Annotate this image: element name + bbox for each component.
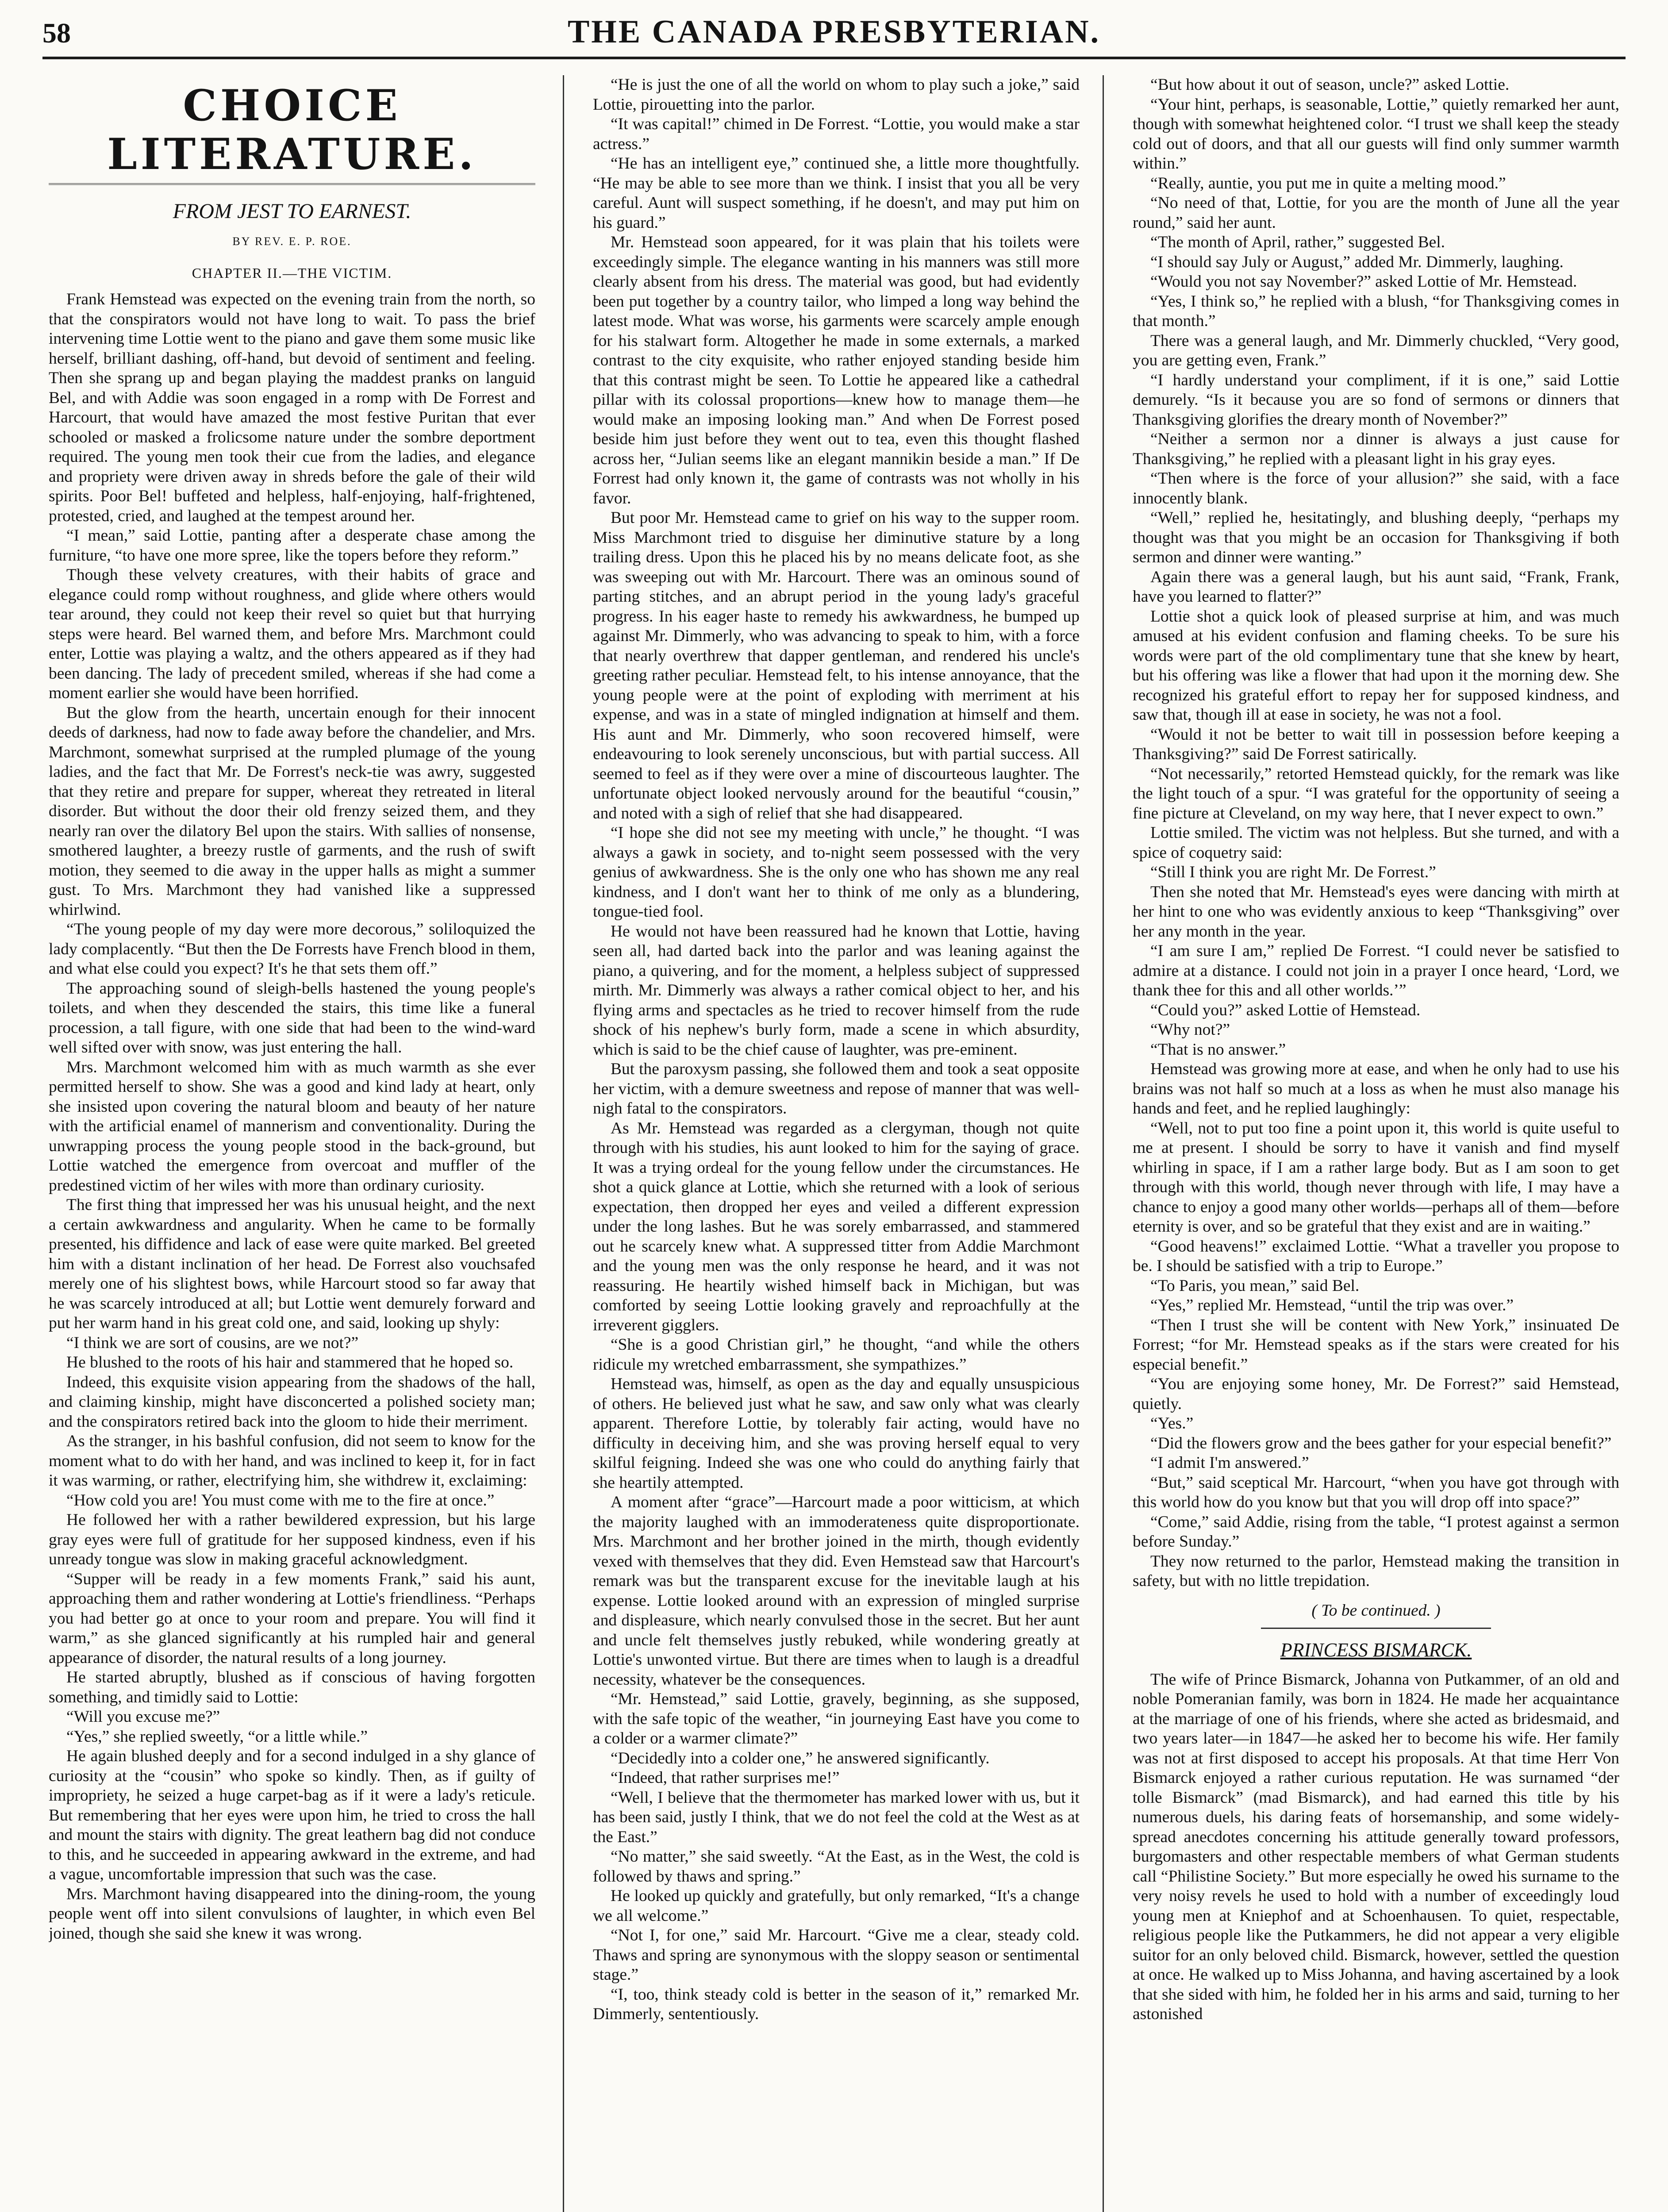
- column-1: [49, 75, 535, 2212]
- paragraph: “The young people of my day were more decorous,” soliloquized the lady complacently. “But then the De Forrests have French blood in them, and what else could you expect? It's he that sets them off.”: [49, 920, 535, 978]
- paragraph: “I admit I'm answered.”: [1150, 1454, 1309, 1472]
- paragraph: Then she noted that Mr. Hemstead's eyes were dancing with mirth at her hint to one who was evidently anxious to keep “Thanksgiving” over her any month in the year.: [1133, 883, 1619, 941]
- column-3: [1133, 75, 1619, 2212]
- paragraph: “Then where is the force of your allusion?” she said, with a face innocently blank.: [1133, 469, 1619, 507]
- paragraph: “But how about it out of season, uncle?” asked Lottie.: [1150, 76, 1510, 94]
- paragraph: Hemstead was, himself, as open as the day and equally unsuspicious of others. He believed just what he saw, and saw only what was clearly apparent. Therefore Lottie, by tolerably fair acting, would have no difficulty in deceiving him, and she was proving herself equal to very skilful feigning. Indeed she was one who could do anything fairly that she heartily attempted.: [593, 1375, 1080, 1492]
- story-title: PRINCESS BISMARCK.: [1280, 1639, 1472, 1661]
- paragraph: “Mr. Hemstead,” said Lottie, gravely, beginning, as she supposed, with the safe topic of the weather, “in journeying East have you come to a colder or a warmer climate?”: [593, 1690, 1080, 1747]
- column-divider: [1103, 75, 1104, 2212]
- paragraph: “You are enjoying some honey, Mr. De Forrest?” said Hemstead, quietly.: [1133, 1375, 1619, 1413]
- paragraph: He blushed to the roots of his hair and stammered that he hoped so.: [66, 1353, 514, 1371]
- paragraph: “Would you not say November?” asked Lottie of Mr. Hemstead.: [1150, 273, 1577, 291]
- column-divider: [563, 75, 564, 2212]
- paragraph: “She is a good Christian girl,” he thought, “and while the others ridicule my wretched embarrassment, she sympathizes.”: [593, 1336, 1080, 1374]
- paragraph: Lottie shot a quick look of pleased surprise at him, and was much amused at his evident confusion and flaming cheeks. To be sure his words were part of the old complimentary tune that she knew by heart, but his offering was like a flower that had upon it the morning dew. She recognized his grateful effort to repay her for supposed kindness, and saw that, though ill at ease in society, he was not a fool.: [1133, 607, 1619, 724]
- paragraph: “Well,” replied he, hesitatingly, and blushing deeply, “perhaps my thought was that you might be an occasion for Thanksgiving if both sermon and dinner were wanting.”: [1133, 509, 1619, 566]
- paragraph: “Would it not be better to wait till in possession before keeping a Thanksgiving?” said De Forrest satirically.: [1133, 725, 1619, 763]
- paragraph: “Will you excuse me?”: [66, 1708, 220, 1726]
- paragraph: Mr. Hemstead soon appeared, for it was plain that his toilets were exceedingly simple. The elegance wanting in his manners was still more clearly absent from his dress. The material was good, but had evidently been put together by a country tailor, who limped a long way behind the latest mode. What was worse, his garments were scarcely ample enough for his stalwart form. Altogether he made in some externals, a marked contrast to the city exquisite, who rather enjoyed standing beside him that this contrast might be seen. To Lottie he appeared like a cathedral pillar with its colossal proportions—knew how to manage them—he would make an imposing looking man.” And when De Forrest posed beside him just before they went out to tea, even this thought flashed across her, “Julian seems like an elegant mannikin beside a man.” If De Forrest had only known it, the game of contrasts was not wholly in his favor.: [593, 233, 1080, 507]
- paragraph: “Supper will be ready in a few moments Frank,” said his aunt, approaching them and rather wondering at Lottie's friendliness. “Perhaps you had better go at once to your room and prepare. You will find it warm,” as she glanced significantly at his rumpled hair and general appearance of disorder, the natural results of a long journey.: [49, 1570, 535, 1667]
- section-heading: CHOICE LITERATURE.: [49, 81, 535, 185]
- paragraph: He followed her with a rather bewildered expression, but his large gray eyes were full of gratitude for her supposed kindness, even if his unready tongue was slow in making graceful acknowledgment.: [49, 1511, 535, 1568]
- paragraph: But the paroxysm passing, she followed them and took a seat opposite her victim, with a demure sweetness and repose of manner that was well-nigh fatal to the conspirators.: [593, 1060, 1080, 1118]
- paragraph: “Yes,” she replied sweetly, “or a little while.”: [66, 1727, 368, 1746]
- paragraph: “I should say July or August,” added Mr. Dimmerly, laughing.: [1150, 253, 1564, 271]
- paragraph: “I hope she did not see my meeting with uncle,” he thought. “I was always a gawk in society, and to-night seem possessed with the very genius of awkwardness. She is the only one who has shown me any real kindness, and I don't want her to think of me only as a blundering, tongue-tied fool.: [593, 824, 1080, 921]
- paragraph: As the stranger, in his bashful confusion, did not seem to know for the moment what to do with her hand, and was inclined to keep it, for in fact it was warming, or rather, electrifying him, she withdrew it, exclaiming:: [49, 1432, 535, 1490]
- column-2: [593, 75, 1080, 2212]
- masthead-title: THE CANADA PRESBYTERIAN.: [567, 14, 1101, 50]
- paragraph: He would not have been reassured had he known that Lottie, having seen all, had darted back into the parlor and was leaning against the piano, a quivering, and for the moment, a helpless subject of suppressed mirth. Mr. Dimmerly was always a rather comical object to her, and his flying arms and spectacles as he tried to recover himself from the rude shock of his nephew's burly form, made a scene in which absurdity, which is said to be the chief cause of laughter, was pre-eminent.: [593, 922, 1080, 1059]
- paragraph: Hemstead was growing more at ease, and when he only had to use his brains was not half so much at a loss as when he must also manage his hands and feet, and he replied laughingly:: [1133, 1060, 1619, 1118]
- paragraph: “Decidedly into a colder one,” he answered significantly.: [611, 1749, 990, 1767]
- to-be-continued-note: ( To be continued. ): [1311, 1601, 1441, 1620]
- paragraph: He started abruptly, blushed as if conscious of having forgotten something, and timidly said to Lottie:: [49, 1668, 535, 1706]
- paragraph: “Could you?” asked Lottie of Hemstead.: [1150, 1001, 1421, 1019]
- paragraph: “Did the flowers grow and the bees gather for your especial benefit?”: [1150, 1434, 1612, 1452]
- paragraph: “To Paris, you mean,” said Bel.: [1150, 1276, 1360, 1295]
- paragraph: Frank Hemstead was expected on the evening train from the north, so that the conspirators would not have long to wait. To pass the brief intervening time Lottie went to the piano and gave them some music like herself, brilliant dashing, off-hand, but devoid of sentiment and feeling. Then she sprang up and began playing the maddest pranks on languid Bel, and with Addie was soon engaged in a romp with De Forrest and Harcourt, that would have amazed the most festive Puritan that ever schooled or masked a frolicsome nature under the sombre deportment required. The young men took their cue from the ladies, and elegance and propriety were driven away in shreds before the gale of their wild spirits. Poor Bel! buffeted and helpless, half-enjoying, half-frightened, protested, cried, and laughed at the tempest around her.: [49, 290, 535, 525]
- story-byline: BY REV. E. P. ROE.: [232, 235, 352, 248]
- paragraph: “I think we are sort of cousins, are we not?”: [66, 1333, 359, 1352]
- paragraph: He again blushed deeply and for a second indulged in a shy glance of curiosity at the “cousin” who spoke so kindly. Then, as if guilty of impropriety, he seized a huge carpet-bag as if it were a lady's reticule. But remembering that her eyes were upon him, he tried to cross the hall and mount the stairs with dignity. The great leathern bag did not conduce to this, and he succeeded in appearing awkward in the extreme, and had a vague, uncomfortable impression that such was the case.: [49, 1747, 535, 1883]
- story-title: FROM JEST TO EARNEST.: [173, 200, 411, 223]
- paragraph: A moment after “grace”—Harcourt made a poor witticism, at which the majority laughed with an immoderateness quite disproportionate. Mrs. Marchmont and her brother joined in the mirth, though evidently vexed with themselves that they did. Even Hemstead saw that Harcourt's remark was but the transparent excuse for the inevitable laugh at his expense. Lottie looked around with an expression of mingled surprise and displeasure, which nearly convulsed those in the secret. But her aunt and uncle felt themselves justly rebuked, while wondering greatly at Lottie's unwonted virtue. But there are times when to laugh is a dreadful necessity, whatever be the consequences.: [593, 1493, 1080, 1689]
- paragraph: Again there was a general laugh, but his aunt said, “Frank, Frank, have you learned to flatter?”: [1133, 568, 1619, 606]
- paragraph: “Come,” said Addie, rising from the table, “I protest against a sermon before Sunday.”: [1133, 1513, 1619, 1551]
- paragraph: “I am sure I am,” replied De Forrest. “I could never be satisfied to admire at a distance. I could not join in a prayer I once heard, ‘Lord, we thank thee for this and all other worlds.’”: [1133, 942, 1619, 999]
- paragraph: As Mr. Hemstead was regarded as a clergyman, though not quite through with his studies, his aunt looked to him for the saying of grace. It was a trying ordeal for the young fellow under the circumstances. He shot a quick glance at Lottie, which she returned with a look of serious expectation, then dropped her eyes and veiled a different expression under the long lashes. But he was sorely embarrassed, and stammered out he scarcely knew what. A suppressed titter from Addie Marchmont and the young men was the only response he heard, and it was not reassuring. He heartily wished himself back in Michigan, but was comforted by seeing Lottie looking gravely and reproachfully at the irreverent gigglers.: [593, 1119, 1080, 1334]
- paragraph: The first thing that impressed her was his unusual height, and the next a certain awkwardness and angularity. When he came to be formally presented, his diffidence and lack of ease were quite marked. Bel greeted him with a distant inclination of her head. De Forrest also vouchsafed merely one of his slightest bows, while Harcourt stood so far away that he was scarcely introduced at all; but Lottie went demurely forward and put her warm hand in his great cold one, and said, looking up shyly:: [49, 1196, 535, 1332]
- paragraph: “He has an intelligent eye,” continued she, a little more thoughtfully. “He may be able to see more than we think. I insist that you all be very careful. Aunt will suspect something, if he doesn't, and may put him on his guard.”: [593, 154, 1080, 232]
- paragraph: “He is just the one of all the world on whom to play such a joke,” said Lottie, pirouetting into the parlor.: [593, 76, 1080, 114]
- paragraph: The wife of Prince Bismarck, Johanna von Putkammer, of an old and noble Pomeranian family, was born in 1824. He made her acquaintance at the marriage of one of his friends, where she acted as bridesmaid, and two years later—in 1847—he asked her to become his wife. Her family was not at first disposed to accept his proposals. At that time Herr Von Bismarck enjoyed a rather curious reputation. He was surnamed “der tolle Bismarck” (mad Bismarck), and had earned this title by his numerous duels, his daring feats of horsemanship, and some widely-spread anecdotes concerning his attitude generally toward professors, burgomasters and other respectable members of what German students call “Philistine Society.” But more especially he owed his surname to the very noisy revels he used to hold with a number of exceedingly loud young men at Kniephof and at Schoenhausen. To quiet, respectable, religious people like the Putkammers, he did not appear a very eligible suitor for an only beloved child. Bismarck, however, settled the question at once. He walked up to Miss Johanna, and having ascertained by a look that she sided with him, he folded her in his arms and said, turning to her astonished: [1133, 1670, 1619, 2023]
- paragraph: “No need of that, Lottie, for you are the month of June all the year round,” said her aunt.: [1133, 194, 1619, 232]
- paragraph: “It was capital!” chimed in De Forrest. “Lottie, you would make a star actress.”: [593, 115, 1080, 153]
- paragraph: Mrs. Marchmont welcomed him with as much warmth as she ever permitted herself to show. She was a good and kind lady at heart, only she insisted upon covering the natural bloom and beauty of her nature with the artificial enamel of mannerism and conventionality. During the unwrapping process the young people stood in the back-ground, but Lottie watched the emergence from overcoat and muffler of the predestined victim of her wiles with more than ordinary curiosity.: [49, 1058, 535, 1194]
- paragraph: “Indeed, that rather surprises me!”: [611, 1769, 840, 1787]
- paragraph: “How cold you are! You must come with me to the fire at once.”: [66, 1491, 495, 1509]
- paragraph: But the glow from the hearth, uncertain enough for their innocent deeds of darkness, had now to fade away before the chandelier, and Mrs. Marchmont, somewhat surprised at the rumpled plumage of the young ladies, and the fact that Mr. De Forrest's neck-tie was awry, suggested that they retire and prepare for supper, whereat they retreated in literal disorder. But without the door their old frenzy seized them, and they nearly ran over the dilatory Bel upon the stairs. With sallies of nonsense, smothered laughter, a breezy rustle of garments, and the rush of swift motion, they seemed to die away in the upper halls as might a summer gust. To Mrs. Marchmont they had vanished like a suppressed whirlwind.: [49, 703, 535, 919]
- paragraph: “Not I, for one,” said Mr. Harcourt. “Give me a clear, steady cold. Thaws and spring are synonymous with the sloppy season or sentimental stage.”: [593, 1926, 1080, 1984]
- paragraph: “I mean,” said Lottie, panting after a desperate chase among the furniture, “to have one more spree, like the topers before they reform.”: [49, 526, 535, 565]
- paragraph: Lottie smiled. The victim was not helpless. But she turned, and with a spice of coquetry said:: [1133, 824, 1619, 862]
- paragraph: “Neither a sermon nor a dinner is always a just cause for Thanksgiving,” he replied with a pleasant light in his gray eyes.: [1133, 430, 1619, 468]
- paragraph: Indeed, this exquisite vision appearing from the shadows of the hall, and claiming kinship, might have disconcerted a polished society man; and the conspirators retired back into the gloom to hide their merriment.: [49, 1373, 535, 1431]
- paragraph: “Well, I believe that the thermometer has marked lower with us, but it has been said, justly I think, that we do not feel the cold at the West as at the East.”: [593, 1788, 1080, 1846]
- paragraph: But poor Mr. Hemstead came to grief on his way to the supper room. Miss Marchmont tried to disguise her diminutive stature by a long trailing dress. Upon this he placed his by no means delicate foot, as she was sweeping out with Mr. Harcourt. There was an ominous sound of parting stitches, and an abrupt period in the young lady's graceful progress. In his eager haste to remedy his awkwardness, he bumped up against Mr. Dimmerly, who was advancing to speak to him, with a force that nearly overthrew that dapper gentleman, and rendered his uncle's greeting rather peculiar. Hemstead felt, to his intense annoyance, that the young people were at the point of exploding with merriment at his expense, and was in a state of mingled indignation at himself and them. His aunt and Mr. Dimmerly, who soon recovered himself, were endeavouring to look serenely unconscious, but with partial success. All seemed to feel as if they were over a mine of discourteous laughter. The unfortunate object looked nervously around for the beautiful “cousin,” and noted with a sigh of relief that she had disappeared.: [593, 509, 1080, 822]
- paragraph: “Then I trust she will be content with New York,” insinuated De Forrest; “for Mr. Hemstead speaks as if the stars were created for his especial benefit.”: [1133, 1316, 1619, 1374]
- paragraph: “I hardly understand your compliment, if it is one,” said Lottie demurely. “Is it because you are so fond of sermons or dinners that Thanksgiving glorifies the dreary month of November?”: [1133, 371, 1619, 429]
- paragraph: Though these velvety creatures, with their habits of grace and elegance could romp without roughness, and glide where others would tear around, they could not keep their revel so quiet but that hurrying steps were heard. Bel warned them, and before Mrs. Marchmont could enter, Lottie was playing a waltz, and the others appeared as if they had been dancing. The lady of precedent smiled, whereas if she had come a moment earlier she would have been horrified.: [49, 566, 535, 702]
- paragraph: “Yes.”: [1150, 1414, 1194, 1432]
- paragraph: “I, too, think steady cold is better in the season of it,” remarked Mr. Dimmerly, sententiously.: [593, 1985, 1080, 2023]
- paragraph: “Why not?”: [1150, 1021, 1230, 1039]
- paragraph: “No matter,” she said sweetly. “At the East, as in the West, the cold is followed by thaws and spring.”: [593, 1847, 1080, 1886]
- paragraph: Mrs. Marchmont having disappeared into the dining-room, the young people went off into silent convulsions of laughter, in which even Bel joined, though she said she knew it was wrong.: [49, 1885, 535, 1943]
- paragraph: The approaching sound of sleigh-bells hastened the young people's toilets, and when they descended the stairs, this time like a funeral procession, a tall figure, with one side that had been to the wind-ward well sifted over with snow, was just entering the hall.: [49, 979, 535, 1056]
- paragraph: “Not necessarily,” retorted Hemstead quickly, for the remark was like the light touch of a spur. “I was grateful for the opportunity of seeing a fine picture at Cleveland, on my way here, that I never expect to own.”: [1133, 764, 1619, 822]
- paragraph: “Your hint, perhaps, is seasonable, Lottie,” quietly remarked her aunt, though with somewhat heightened color. “I trust we shall keep the steady cold out of doors, and that all our guests will find only summer warmth within.”: [1133, 95, 1619, 173]
- paragraph: “That is no answer.”: [1150, 1040, 1286, 1059]
- page-number: 58: [42, 17, 71, 49]
- paragraph: “But,” said sceptical Mr. Harcourt, “when you have got through with this world how do you know but that you will drop off into space?”: [1133, 1473, 1619, 1511]
- paragraph: They now returned to the parlor, Hemstead making the transition in safety, but with no little trepidation.: [1133, 1552, 1619, 1590]
- story-separator: [1261, 1628, 1491, 1629]
- page-header: [42, 8, 1626, 59]
- paragraph: He looked up quickly and gratefully, but only remarked, “It's a change we all welcome.”: [593, 1887, 1080, 1925]
- chapter-heading: CHAPTER II.—THE VICTIM.: [192, 265, 392, 281]
- paragraph: There was a general laugh, and Mr. Dimmerly chuckled, “Very good, you are getting even, Frank.”: [1133, 331, 1619, 369]
- paragraph: “Still I think you are right Mr. De Forrest.”: [1150, 863, 1436, 881]
- paragraph: “Good heavens!” exclaimed Lottie. “What a traveller you propose to be. I should be satisfied with a trip to Europe.”: [1133, 1237, 1619, 1275]
- paragraph: “Really, auntie, you put me in quite a melting mood.”: [1150, 174, 1506, 192]
- paragraph: “Yes, I think so,” he replied with a blush, “for Thanksgiving comes in that month.”: [1133, 292, 1619, 330]
- paragraph: “Yes,” replied Mr. Hemstead, “until the trip was over.”: [1150, 1296, 1514, 1314]
- paragraph: “The month of April, rather,” suggested Bel.: [1150, 233, 1445, 251]
- paragraph: “Well, not to put too fine a point upon it, this world is quite useful to me at present. I should be sorry to have it vanish and find myself whirling in space, if I am a rather large body. But as I am soon to get through with this world, though never through with life, I may have a chance to enjoy a good many other worlds—perhaps all of them—before eternity is over, and so be grateful that they exist and are in waiting.”: [1133, 1119, 1619, 1236]
